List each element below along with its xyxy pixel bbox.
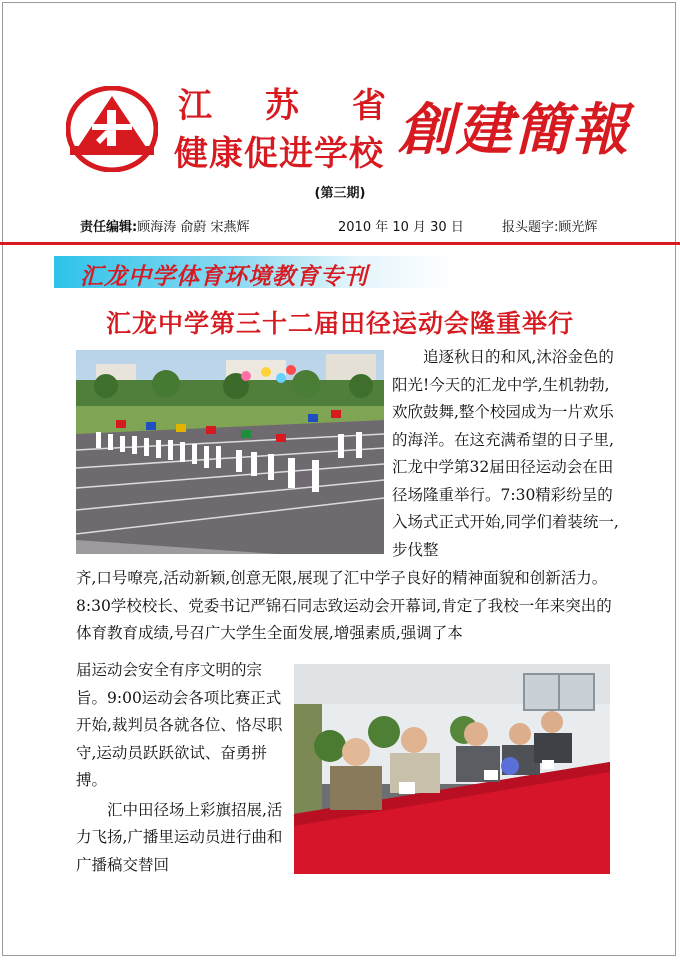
- issue-number: (第三期): [314, 186, 366, 201]
- editor-info: [80, 216, 249, 235]
- officials-podium-photo: [294, 664, 610, 874]
- article-headline: 汇龙中学第三十二届田径运动会隆重举行: [105, 309, 574, 338]
- org-char-2: 苏: [265, 86, 299, 126]
- masthead-title: 創建簡報: [398, 97, 630, 163]
- calligraphy-label: 报头题字:: [502, 220, 559, 235]
- editor-names: 顾海涛 俞蔚 宋燕辉: [137, 220, 250, 235]
- org-name-line2: 健康促进学校: [174, 134, 384, 174]
- header-divider: [0, 242, 680, 245]
- sports-parade-photo: [76, 350, 384, 554]
- org-char-3: 省: [352, 86, 386, 126]
- editor-label: 责任编辑:: [80, 220, 138, 235]
- org-name-line1: [178, 78, 386, 127]
- article-paragraph-1a: 追逐秋日的和风,沐浴金色的阳光!今天的汇龙中学,生机勃勃,欢欣鼓舞,整个校园成为一片欢乐的海洋。在这充满希望的日子里,汇龙中学第32届田径运动会在田径场隆重举行。7:30精彩纷呈的入场式正式开始,同学们着装统一,步伐整: [392, 348, 619, 559]
- section-banner-title: 汇龙中学体育环境教育专刊: [80, 263, 368, 290]
- org-char-1: 江: [178, 86, 212, 126]
- article-paragraph-2: 汇中田径场上彩旗招展,活力飞扬,广播里运动员进行曲和广播稿交替回: [76, 800, 283, 874]
- calligraphy-info: [502, 216, 597, 235]
- article-paragraph-1b: 齐,口号嘹亮,活动新颖,创意无限,展现了汇中学子良好的精神面貌和创新活力。8:30学校校长、党委书记严锦石同志致运动会开幕词,肯定了我校一年来突出的体育教育成绩,号召广大学生全面发展,增强素质,强调了本: [76, 569, 612, 642]
- publish-date: [338, 216, 464, 235]
- article-text-column: [76, 657, 288, 879]
- school-logo-icon: [66, 86, 158, 172]
- publish-date-text: 2010 年 10 月 30 日: [338, 220, 464, 235]
- article-paragraph-1c: 届运动会安全有序文明的宗旨。9:00运动会各项比赛正式开始,裁判员各就各位、恪尽职守,运动员跃跃欲试、奋勇拼搏。: [76, 661, 283, 789]
- calligrapher-name: 顾光辉: [558, 220, 598, 235]
